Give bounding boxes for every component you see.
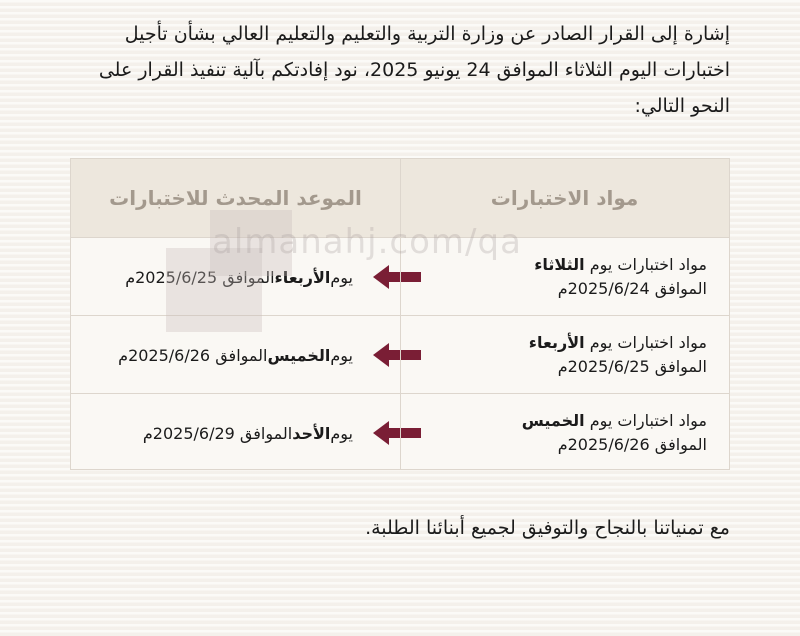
watermark-text: almanahj.com/qa bbox=[212, 222, 522, 262]
closing-sentence: مع تمنياتنا بالنجاح والتوفيق لجميع أبنائنا الطلبة. bbox=[365, 517, 730, 539]
new-day: الأحد bbox=[292, 423, 331, 443]
exam-subject-line bbox=[534, 253, 707, 277]
subject-date: الموافق 2025/6/26م bbox=[557, 435, 707, 454]
exam-subject-cell bbox=[417, 316, 707, 394]
subject-day: الخميس bbox=[521, 411, 585, 430]
subject-day: الأربعاء bbox=[528, 333, 585, 352]
exam-subject-line bbox=[522, 409, 707, 433]
column-divider bbox=[400, 159, 401, 469]
arrow-left-icon bbox=[371, 419, 423, 447]
intro-line-1: إشارة إلى القرار الصادر عن وزارة التربية والتعليم والتعليم العالي بشأن تأجيل bbox=[124, 23, 730, 45]
subject-prefix: مواد اختبارات يوم bbox=[584, 333, 707, 352]
updated-date-cell bbox=[93, 394, 353, 472]
new-prefix: يوم bbox=[330, 345, 353, 365]
arrow-left-icon bbox=[371, 263, 423, 291]
header-updated-date: الموعد المحدث للاختبارات bbox=[109, 186, 362, 210]
new-prefix: يوم bbox=[330, 267, 353, 287]
new-date: الموافق 2025/6/29م bbox=[142, 423, 293, 443]
new-prefix: يوم bbox=[330, 423, 353, 443]
subject-prefix: مواد اختبارات يوم bbox=[584, 411, 707, 430]
arrow-left-icon bbox=[371, 341, 423, 369]
intro-line-2: اختبارات اليوم الثلاثاء الموافق 24 يونيو 2025، نود إفادتكم بآلية تنفيذ القرار على bbox=[98, 59, 730, 81]
intro-line-3: النحو التالي: bbox=[634, 95, 730, 117]
new-date: الموافق 2025/6/26م bbox=[118, 345, 268, 365]
subject-date: الموافق 2025/6/25م bbox=[557, 357, 707, 376]
intro-paragraph bbox=[80, 16, 730, 124]
new-day: الخميس bbox=[267, 345, 331, 365]
header-exam-subjects: مواد الاختبارات bbox=[490, 186, 639, 210]
subject-day: الثلاثاء bbox=[534, 255, 585, 274]
new-day: الأربعاء bbox=[274, 267, 331, 287]
exam-subject-cell bbox=[417, 394, 707, 472]
subject-date: الموافق 2025/6/24م bbox=[557, 279, 707, 298]
new-date: الموافق 2025/6/25م bbox=[125, 267, 275, 287]
subject-prefix: مواد اختبارات يوم bbox=[584, 255, 707, 274]
exam-subject-line bbox=[529, 331, 707, 355]
